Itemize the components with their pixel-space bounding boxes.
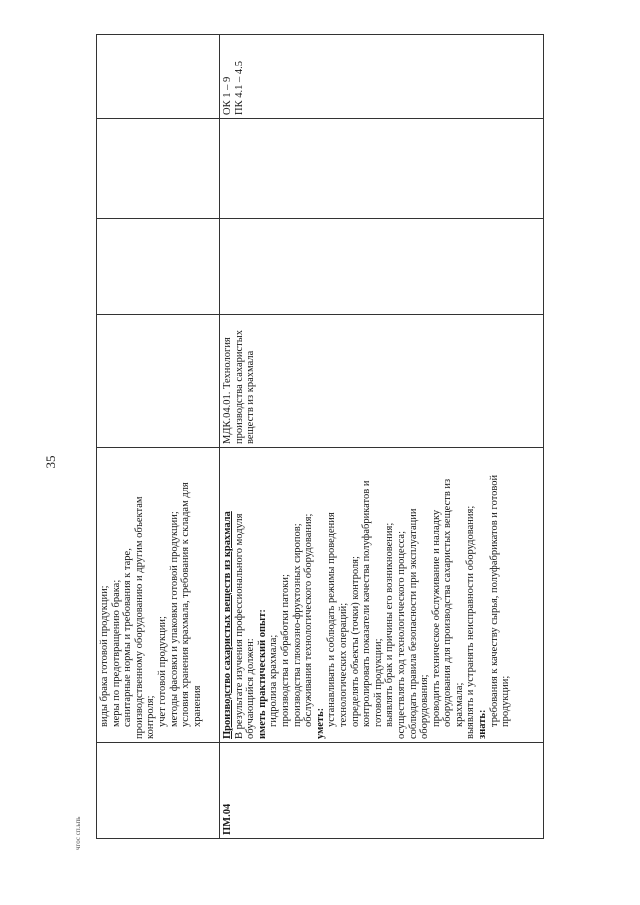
- curriculum-table-rotated: [96, 35, 544, 839]
- list-item: условия хранения крахмала, требования к складам для хранения: [180, 482, 203, 727]
- skills-header: уметь:: [314, 707, 326, 739]
- cell-code-pm04: ПМ.04: [220, 743, 544, 839]
- competency-pk: ПК 4.1 – 4.5: [233, 61, 245, 115]
- list-item: методы фасовки и упаковки готовой продукции;: [168, 511, 180, 727]
- list-item: требования к качеству сырья, полуфабрикатов и готовой продукции;: [488, 474, 512, 727]
- know-header: знать:: [477, 709, 489, 739]
- list-item: производственному оборудованию и другим объектам контроля;: [133, 496, 157, 739]
- cell-empty: [97, 219, 220, 315]
- list-item: определять объекты (точки) контроля;: [349, 556, 361, 727]
- module-title: Производство сахаристых веществ из крахмала: [222, 511, 233, 739]
- list-item: производства и обработки патоки;: [279, 574, 291, 727]
- list-item: устанавливать и соблюдать режимы проведения технологических операций;: [326, 512, 349, 727]
- list-item: контролировать показатели качества полуфабрикатов и готовой продукции;: [361, 480, 384, 727]
- cell-mdk: МДК.04.01. Технология производства сахаристых веществ из крахмала: [220, 315, 544, 448]
- list-item: осуществлять ход технологического процесса;: [395, 531, 407, 739]
- list-item: выявлять брак и причины его возникновения;: [384, 522, 396, 727]
- list-item: проводить техническое обслуживание и наладку оборудования для производства сахаристых веществ из крахмала;: [430, 478, 465, 727]
- curriculum-table: [96, 34, 544, 839]
- cell-empty: [97, 119, 220, 219]
- cell-content-pm04: [220, 448, 544, 743]
- cell-empty: [97, 35, 220, 119]
- table-row-continuation: [97, 35, 220, 839]
- list-item: санитарные нормы и требования к таре,: [122, 548, 134, 727]
- list-item: обслуживания технологического оборудования;: [303, 513, 315, 727]
- list-item: соблюдать правила безопасности при эксплуатации оборудования;: [407, 508, 431, 739]
- cell-code: [97, 743, 220, 839]
- footer-mark: [72, 790, 88, 850]
- cell-empty: [97, 315, 220, 448]
- list-item: меры по предотвращению брака;: [110, 579, 122, 727]
- list-item: производства глюкозно-фруктозных сиропов;: [291, 523, 303, 727]
- list-item: выявлять и устранять неисправности оборудования;: [465, 505, 477, 739]
- cell-competencies: [220, 35, 544, 119]
- module-intro: В результате изучения профессионального модуля обучающийся должен:: [233, 513, 257, 739]
- list-item: учет готовой продукции;: [156, 616, 168, 727]
- list-item: виды брака готовой продукции;: [99, 585, 110, 727]
- competency-ok: ОК 1 – 9: [222, 76, 233, 115]
- cell-empty: [220, 219, 544, 315]
- practice-header: иметь практический опыт:: [256, 609, 268, 739]
- cell-content: [97, 448, 220, 743]
- list-item: гидролиза крахмала;: [268, 634, 280, 727]
- footer-mark-text: чгос сп.ьпь: [74, 816, 82, 850]
- cell-empty: [220, 119, 544, 219]
- table-row-pm04: [220, 35, 544, 839]
- page-number: 35: [43, 455, 58, 469]
